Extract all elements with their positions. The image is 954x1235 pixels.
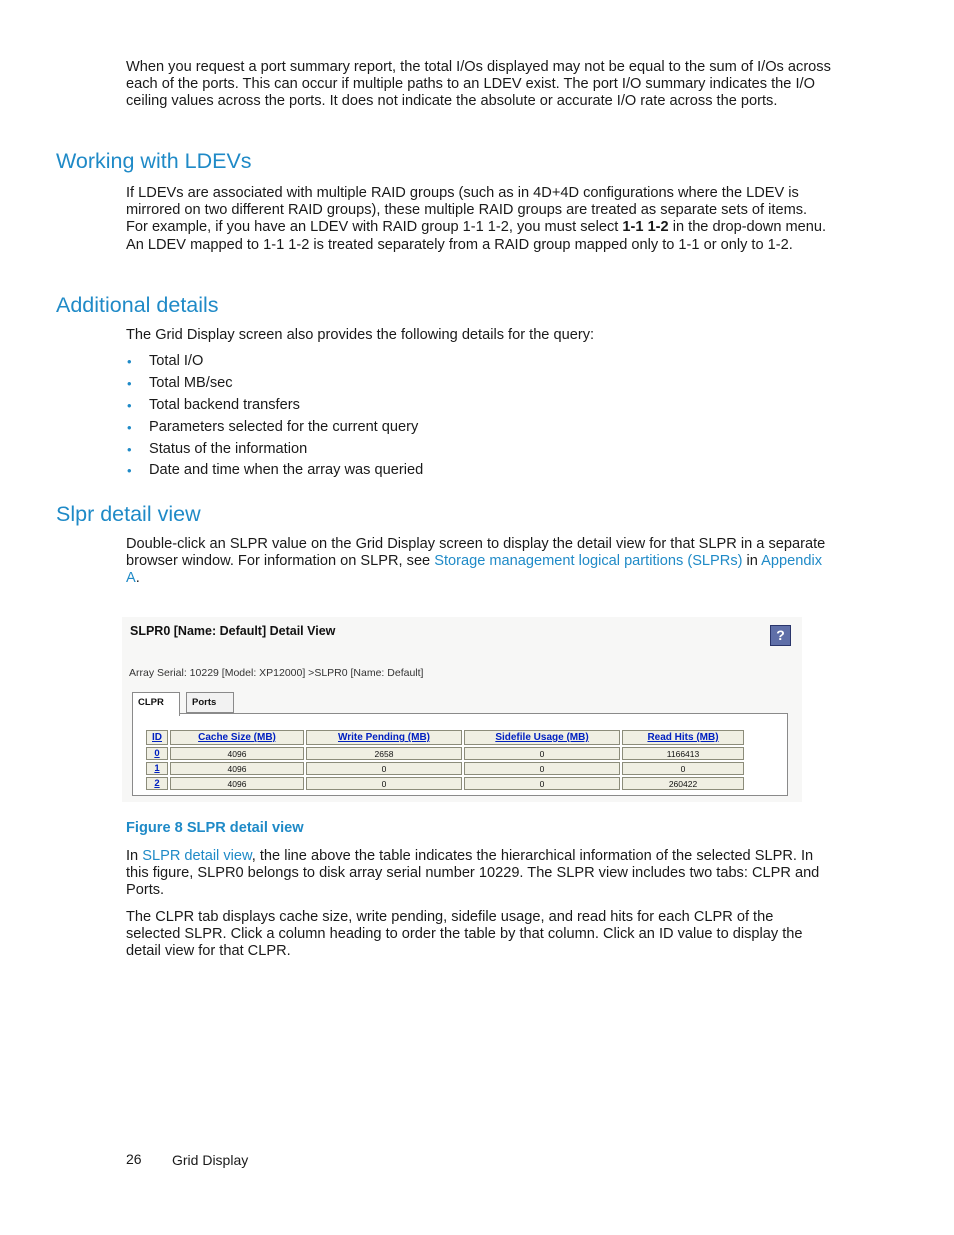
- table-cell: 0: [622, 762, 744, 775]
- after-text-pre: In: [126, 848, 143, 864]
- column-header-id[interactable]: ID: [146, 730, 168, 745]
- list-item: [126, 373, 423, 395]
- table-cell: 0: [306, 762, 462, 775]
- after-text-post: , the line above the table indicates the hierarchical information of the selected SLPR. In this figure, SLPR0 belongs to disk array serial number 10229. The SLPR view includes two tabs: CLPR and Ports.: [126, 848, 820, 899]
- table-cell: 260422: [622, 777, 744, 790]
- list-item: [126, 417, 423, 439]
- after-paragraph-2: The CLPR tab displays cache size, write pending, sidefile usage, and read hits for each CLPR of the selected SLPR. Click a column heading to order the table by that column. Click an ID value to display the detail view for that CLPR.: [126, 909, 803, 960]
- table-cell: 4096: [170, 777, 304, 790]
- heading-slpr-detail-view: Slpr detail view: [56, 502, 201, 526]
- ldevs-paragraph: [126, 185, 831, 254]
- details-list: [126, 351, 423, 482]
- bullet-icon: •: [127, 397, 132, 413]
- link-storage-management[interactable]: Storage management logical partitions (SLPRs): [434, 553, 743, 570]
- table-cell: 0: [464, 762, 620, 775]
- slpr-text-3: .: [135, 570, 140, 587]
- ldevs-bold: 1-1 1-2: [622, 219, 669, 236]
- table-cell: 0: [464, 747, 620, 760]
- help-icon[interactable]: ?: [770, 625, 791, 646]
- bullet-icon: •: [127, 375, 132, 391]
- heading-additional-details: Additional details: [56, 293, 219, 317]
- list-item: [126, 439, 423, 461]
- table-cell: 4096: [170, 747, 304, 760]
- page-number: 26: [126, 1151, 142, 1167]
- slpr-text-1: Double-click an SLPR value on the Grid Display screen to display the detail view for that SLPR in a separate browser window. For information on SLPR, see: [126, 536, 826, 570]
- list-item-text: Total I/O: [149, 353, 204, 369]
- list-item: [126, 351, 423, 373]
- ldevs-text-after: in the drop-down menu. An LDEV mapped to 1-1 1-2 is treated separately from a RAID group mapped only to 1-1 or only to 1-2.: [126, 219, 827, 253]
- column-header-read-hits[interactable]: Read Hits (MB): [622, 730, 744, 745]
- clpr-id-link[interactable]: 1: [146, 762, 168, 775]
- additional-intro: The Grid Display screen also provides the following details for the query:: [126, 327, 595, 343]
- after-paragraph-1: [126, 848, 831, 900]
- bullet-icon: •: [127, 419, 132, 435]
- list-item: [126, 395, 423, 417]
- table-cell: 0: [306, 777, 462, 790]
- ldevs-text-before: If LDEVs are associated with multiple RAID groups (such as in 4D+4D configurations where the LDEV is mirrored on two different RAID groups), these multiple RAID groups are treated as separate sets of items. For example, if you have an LDEV with RAID group 1-1 1-2, you must select: [126, 185, 808, 236]
- list-item-text: Total MB/sec: [149, 374, 233, 391]
- link-slpr-detail-view[interactable]: SLPR detail view: [142, 848, 252, 864]
- bullet-icon: •: [127, 441, 132, 457]
- table-header-row: [146, 730, 744, 745]
- table-row: [146, 777, 744, 790]
- bullet-icon: •: [127, 463, 132, 479]
- footer-section-title: Grid Display: [172, 1152, 249, 1168]
- clpr-table: [144, 728, 746, 792]
- slpr-text-2: in: [742, 553, 762, 570]
- table-cell: 0: [464, 777, 620, 790]
- detail-view-title: SLPR0 [Name: Default] Detail View: [130, 624, 336, 638]
- table-cell: 2658: [306, 747, 462, 760]
- breadcrumb: Array Serial: 10229 [Model: XP12000] >SLPR0 [Name: Default]: [129, 667, 424, 679]
- figure-caption: Figure 8 SLPR detail view: [126, 820, 304, 836]
- link-appendix-a[interactable]: Appendix A: [126, 553, 823, 587]
- heading-working-with-ldevs: Working with LDEVs: [56, 149, 252, 173]
- slpr-paragraph: [126, 536, 831, 588]
- clpr-id-link[interactable]: 2: [146, 777, 168, 790]
- list-item-text: Parameters selected for the current query: [149, 418, 419, 435]
- clpr-tab-panel: [132, 713, 788, 796]
- tab-clpr[interactable]: CLPR: [132, 692, 180, 716]
- table-cell: 4096: [170, 762, 304, 775]
- list-item-text: Date and time when the array was queried: [149, 462, 424, 479]
- column-header-sidefile-usage[interactable]: Sidefile Usage (MB): [464, 730, 620, 745]
- list-item: [126, 460, 423, 482]
- bullet-icon: •: [127, 354, 132, 369]
- clpr-id-link[interactable]: 0: [146, 747, 168, 760]
- tab-ports[interactable]: Ports: [186, 692, 234, 713]
- slpr-detail-screenshot: [122, 617, 802, 802]
- intro-paragraph: When you request a port summary report, the total I/Os displayed may not be equal to the sum of I/Os across each of the ports. This can occur if multiple paths to an LDEV exist. The port I/O summary indicates the I/O ceiling values across the ports. It does not indicate the absolute or accurate I/O rate across the ports.: [126, 59, 831, 110]
- table-row: [146, 762, 744, 775]
- column-header-write-pending[interactable]: Write Pending (MB): [306, 730, 462, 745]
- list-item-text: Status of the information: [149, 440, 308, 457]
- list-item-text: Total backend transfers: [149, 396, 300, 413]
- table-row: [146, 747, 744, 760]
- column-header-cache-size[interactable]: Cache Size (MB): [170, 730, 304, 745]
- table-cell: 1166413: [622, 747, 744, 760]
